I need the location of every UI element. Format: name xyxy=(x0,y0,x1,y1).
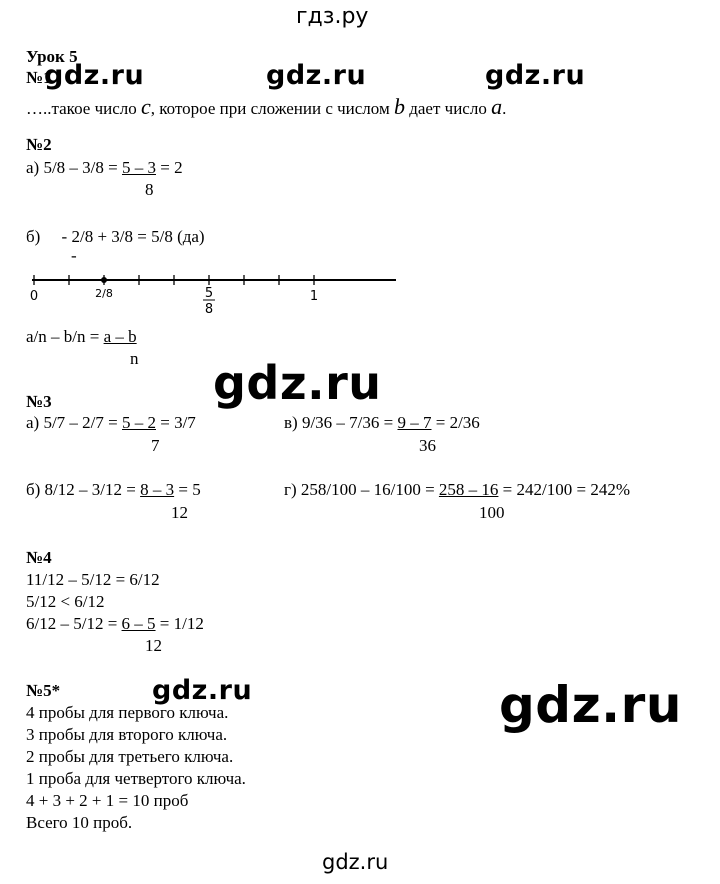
site-header: гдз.ру xyxy=(296,4,369,29)
task3-b-equation: б) 8/12 – 3/12 = 8 – 3 = 5 xyxy=(26,480,201,499)
watermark-logo: gdz.ru xyxy=(266,60,367,91)
watermark-logo: gdz.ru xyxy=(213,356,382,410)
task3-g-equation: г) 258/100 – 16/100 = 258 – 16 = 242/100 = 242% xyxy=(284,480,630,499)
task4-number: №4 xyxy=(26,548,52,567)
task2-a-equation: а) 5/8 – 3/8 = 5 – 3 = 2 xyxy=(26,158,183,177)
number-line-label-5-8-num: 5 xyxy=(204,286,214,301)
number-line xyxy=(24,266,404,322)
task1-number: №1 xyxy=(26,68,52,87)
task3-number: №3 xyxy=(26,392,52,411)
number-line-label-1: 1 xyxy=(309,289,319,304)
task4-line3-denominator: 12 xyxy=(145,636,162,655)
task5-line: Всего 10 проб. xyxy=(26,813,133,832)
task4-line1: 11/12 – 5/12 = 6/12 xyxy=(26,570,160,589)
watermark-logo: gdz.ru xyxy=(499,676,682,734)
watermark-logo: gdz.ru xyxy=(485,60,586,91)
task2-a-denominator: 8 xyxy=(145,180,154,199)
number-line-point xyxy=(101,277,107,283)
task2-rule-denominator: n xyxy=(130,349,139,368)
task3-a-equation: а) 5/7 – 2/7 = 5 – 2 = 3/7 xyxy=(26,413,196,432)
task2-rule: a/n – b/n = a – b xyxy=(26,327,137,346)
number-line-label-5-8-den: 8 xyxy=(204,302,214,317)
task5-line: 4 + 3 + 2 + 1 = 10 проб xyxy=(26,791,189,810)
task5-line: 3 пробы для второго ключа. xyxy=(26,725,228,744)
task5-line: 4 пробы для первого ключа. xyxy=(26,703,229,722)
site-footer: gdz.ru xyxy=(322,850,389,874)
watermark-logo: gdz.ru xyxy=(152,675,253,706)
task1-text: …..такое число c, которое при сложении с числом b дает число a. xyxy=(26,94,507,119)
task5-line: 2 пробы для третьего ключа. xyxy=(26,747,234,766)
task4-line2: 5/12 < 6/12 xyxy=(26,592,105,611)
task3-a-denominator: 7 xyxy=(151,436,160,455)
number-line-label-2-8: 2/8 xyxy=(95,287,113,300)
task3-b-denominator: 12 xyxy=(171,503,188,522)
number-line-label-0: 0 xyxy=(29,289,39,304)
task3-v-equation: в) 9/36 – 7/36 = 9 – 7 = 2/36 xyxy=(284,413,480,432)
task5-number: №5* xyxy=(26,681,61,700)
task3-v-denominator: 36 xyxy=(419,436,436,455)
task2-b-dash: - xyxy=(71,246,77,265)
task3-g-denominator: 100 xyxy=(479,503,505,522)
task2-number: №2 xyxy=(26,135,52,154)
task2-b-equation: б) - 2/8 + 3/8 = 5/8 (да) xyxy=(26,227,205,246)
lesson-title: Урок 5 xyxy=(26,47,78,66)
task4-line3: 6/12 – 5/12 = 6 – 5 = 1/12 xyxy=(26,614,204,633)
task5-line: 1 проба для четвертого ключа. xyxy=(26,769,246,788)
watermark-logo: gdz.ru xyxy=(44,60,145,91)
